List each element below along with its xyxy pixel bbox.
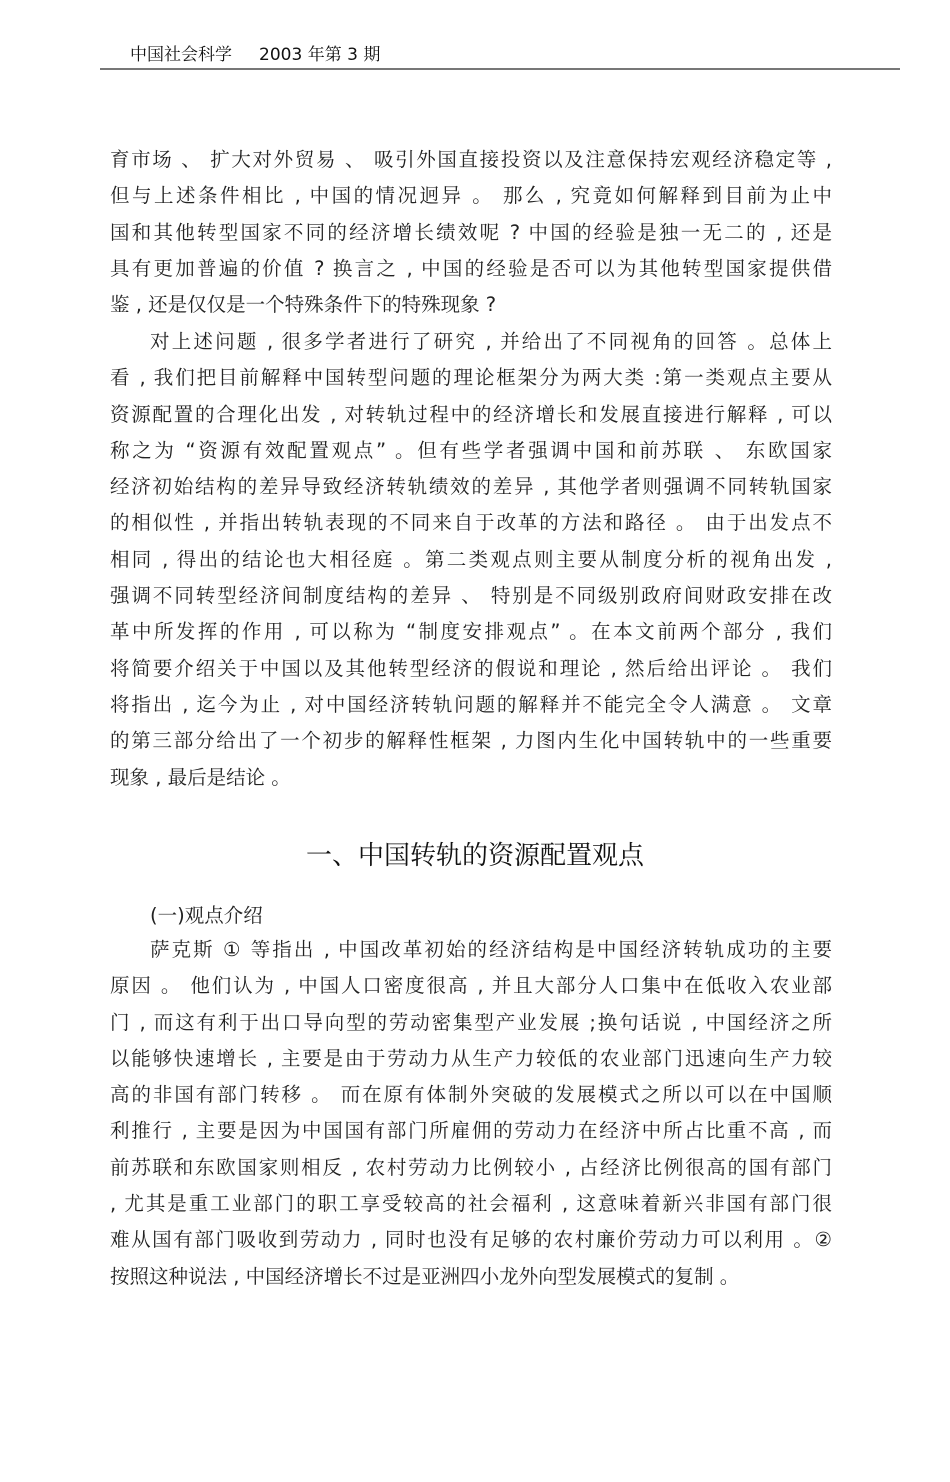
- text-line: 具有更加普遍的价值 ? 换言之 , 中国的经验是否可以为其他转型国家提供借: [110, 256, 832, 280]
- text-line: 难从国有部门吸收到劳动力 , 同时也没有足够的农村廉价劳动力可以利用 。②: [110, 1228, 832, 1252]
- text-line: 鉴 , 还是仅仅是一个特殊条件下的特殊现象 ?: [110, 293, 497, 317]
- text-line: 但与上述条件相比 , 中国的情况迥异 。 那么 , 究竟如何解释到目前为止中: [110, 184, 832, 208]
- text-line: 的相似性 , 并指出转轨表现的不同来自于改革的方法和路径 。 由于出发点不: [110, 511, 832, 535]
- section-heading: 一、中国转轨的资源配置观点: [305, 841, 644, 871]
- text-line: 前苏联和东欧国家则相反 , 农村劳动力比例较小 , 占经济比例很高的国有部门: [110, 1155, 832, 1179]
- text-line: 资源配置的合理化出发 , 对转轨过程中的经济增长和发展直接进行解释 , 可以: [110, 402, 832, 426]
- text-line: 的第三部分给出了一个初步的解释性框架 , 力图内生化中国转轨中的一些重要: [110, 729, 832, 753]
- text-line: 相同 , 得出的结论也大相径庭 。第二类观点则主要从制度分析的视角出发 ,: [110, 547, 832, 571]
- text-line: 经济初始结构的差异导致经济转轨绩效的差异 , 其他学者则强调不同转轨国家: [110, 475, 832, 499]
- text-line: 将指出 , 迄今为止 , 对中国经济转轨问题的解释并不能完全令人满意 。 文章: [110, 692, 832, 716]
- running-header: [130, 40, 380, 65]
- text-line: 将简要介绍关于中国以及其他转型经济的假说和理论 , 然后给出评论 。 我们: [110, 656, 832, 680]
- text-line: 门 , 而这有利于出口导向型的劳动密集型产业发展 ;换句话说 , 中国经济之所: [110, 1010, 832, 1034]
- text-line: 按照这种说法 , 中国经济增长不过是亚洲四小龙外向型发展模式的复制 。: [110, 1264, 740, 1288]
- text-line: 现象 , 最后是结论 。: [110, 765, 291, 789]
- paragraph-1: [110, 142, 832, 323]
- text-line: 以能够快速增长 , 主要是由于劳动力从生产力较低的农业部门迅速向生产力较: [110, 1046, 832, 1070]
- text-line: 育市场 、 扩大对外贸易 、 吸引外国直接投资以及注意保持宏观经济稳定等 ,: [110, 148, 832, 171]
- text-line: 看 , 我们把目前解释中国转型问题的理论框架分为两大类 :第一类观点主要从: [110, 366, 832, 390]
- text-line: 国和其他转型国家不同的经济增长绩效呢 ? 中国的经验是独一无二的 , 还是: [110, 220, 832, 244]
- journal-name: 中国社会科学: [130, 45, 232, 65]
- text-line: 革中所发挥的作用 , 可以称为 “制度安排观点” 。在本文前两个部分 , 我们: [110, 620, 832, 644]
- text-line: 原因 。 他们认为 , 中国人口密度很高 , 并且大部分人口集中在低收入农业部: [110, 974, 832, 998]
- subsection-heading: (一)观点介绍: [150, 904, 263, 927]
- text-line: 强调不同转型经济间制度结构的差异 、 特别是不同级别政府间财政安排在改: [110, 584, 832, 608]
- paragraph-2: [110, 324, 832, 796]
- text-line: 利推行 , 主要是因为中国国有部门所雇佣的劳动力在经济中所占比重不高 , 而: [110, 1119, 832, 1143]
- text-line: 称之为 “资源有效配置观点” 。但有些学者强调中国和前苏联 、 东欧国家: [110, 438, 832, 462]
- header-rule: [100, 68, 900, 70]
- text-line: 萨克斯 ① 等指出 , 中国改革初始的经济结构是中国经济转轨成功的主要: [150, 938, 832, 961]
- text-line: 高的非国有部门转移 。 而在原有体制外突破的发展模式之所以可以在中国顺: [110, 1083, 832, 1107]
- issue-number: 2003 年第 3 期: [259, 45, 381, 65]
- paragraph-3: [110, 932, 832, 1295]
- text-line: 对上述问题 , 很多学者进行了研究 , 并给出了不同视角的回答 。总体上: [150, 330, 832, 353]
- text-line: , 尤其是重工业部门的职工享受较高的社会福利 , 这意味着新兴非国有部门很: [110, 1192, 832, 1216]
